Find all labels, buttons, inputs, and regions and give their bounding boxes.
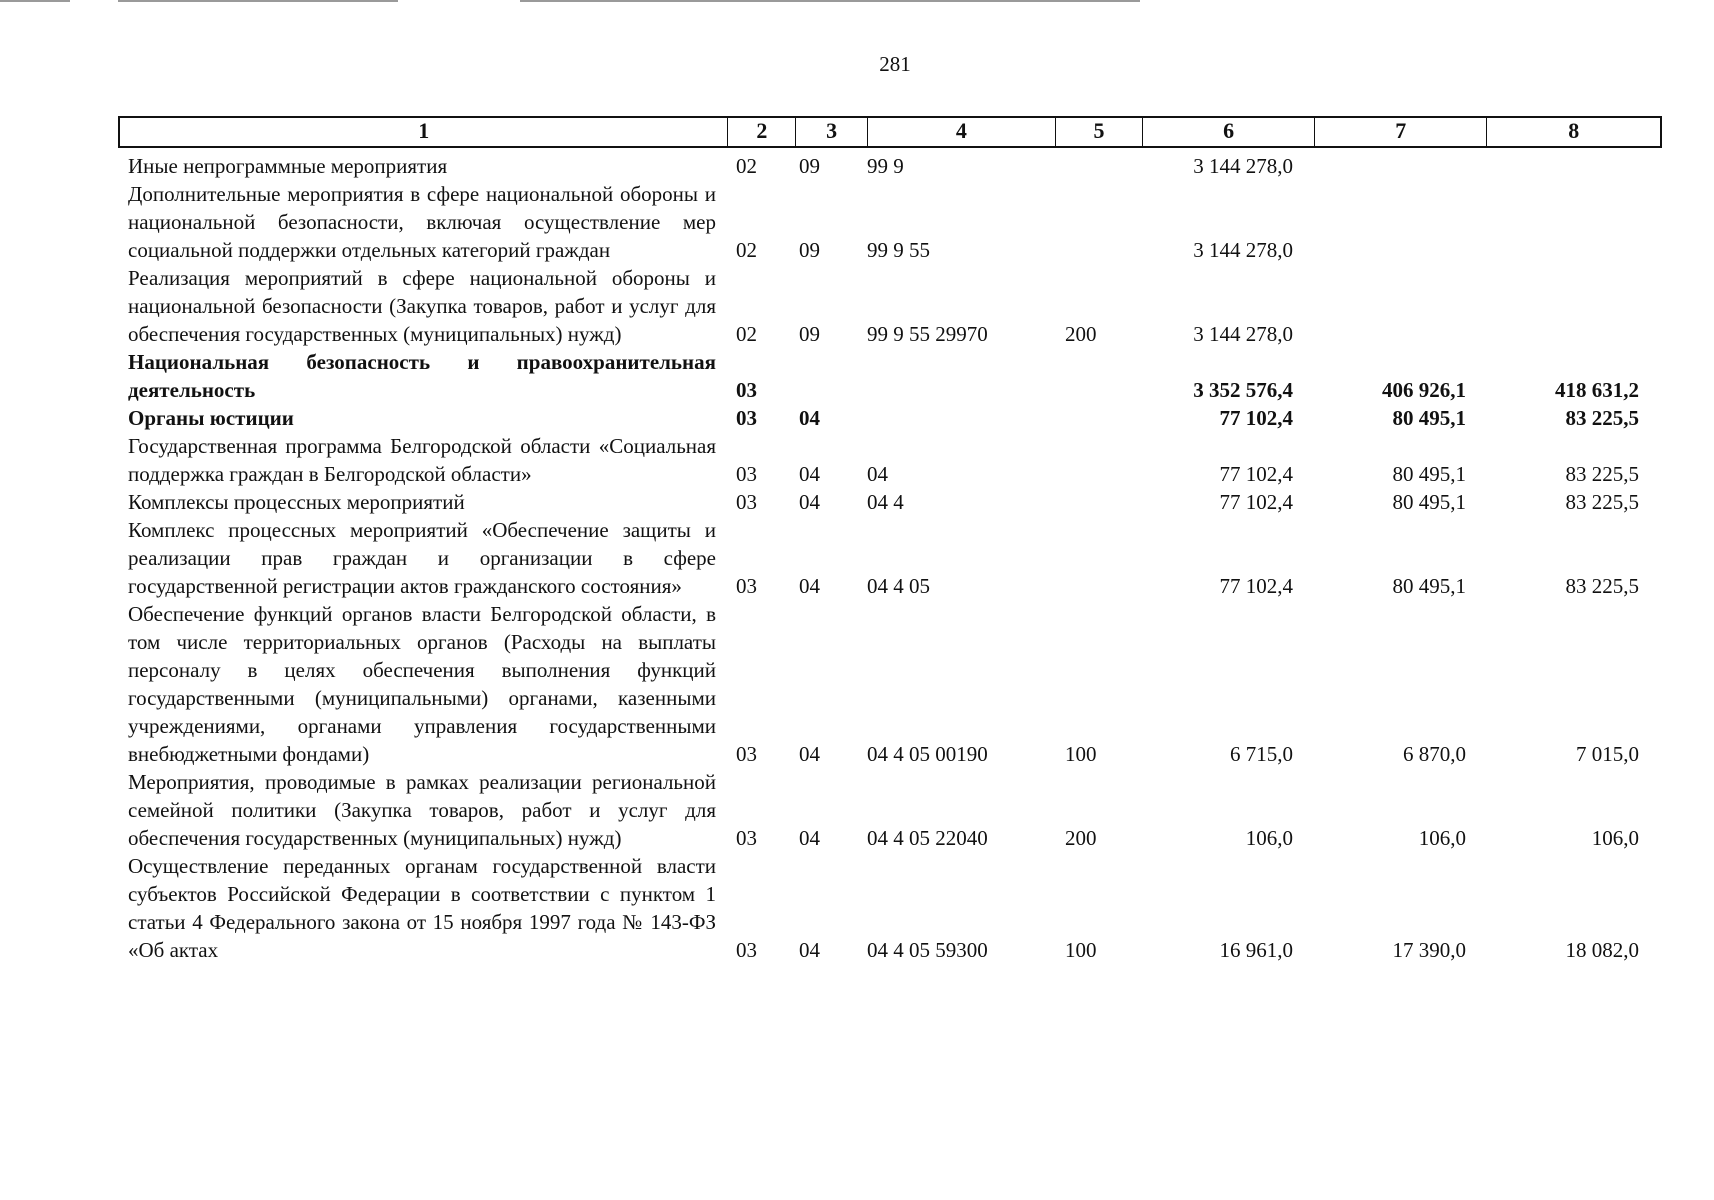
row-name-cell: Иные непрограммные мероприятия [128, 154, 448, 178]
scan-edge-line [0, 0, 70, 2]
subsection-code-cell: 09 [799, 238, 820, 262]
header-col-7: 7 [1315, 118, 1488, 146]
table-row [118, 768, 1662, 852]
table-row [118, 404, 1662, 432]
expense-type-cell: 200 [1065, 322, 1097, 346]
target-article-cell: 99 9 [867, 154, 904, 178]
amount-col-7-cell: 406 926,1 [1382, 378, 1466, 402]
amount-col-8-cell: 83 225,5 [1565, 462, 1639, 486]
amount-col-6-cell: 77 102,4 [1219, 406, 1293, 430]
amount-col-7-cell: 6 870,0 [1403, 742, 1466, 766]
section-code-cell: 02 [736, 238, 757, 262]
amount-col-8-cell: 418 631,2 [1555, 378, 1639, 402]
amount-col-6-cell: 3 144 278,0 [1193, 322, 1293, 346]
subsection-code-cell: 09 [799, 322, 820, 346]
target-article-cell: 04 4 05 00190 [867, 742, 988, 766]
amount-col-7-cell: 80 495,1 [1392, 406, 1466, 430]
row-name-cell: Органы юстиции [128, 406, 294, 430]
target-article-cell: 99 9 55 29970 [867, 322, 988, 346]
amount-col-8-cell: 106,0 [1591, 826, 1639, 850]
header-col-4: 4 [868, 118, 1056, 146]
amount-col-7-cell: 106,0 [1418, 826, 1466, 850]
subsection-code-cell: 04 [799, 490, 820, 514]
row-name-cell: Обеспечение функций органов власти Белгородской области, в том числе территориальных органов (Расходы на выплаты персоналу в целях обеспечения выполнения функций государственными (муниципальными) органами, казенными учреждениями, органами управления государственными внебюджетными фондами) [128, 602, 716, 766]
table-row [118, 488, 1662, 516]
table-row [118, 600, 1662, 768]
section-code-cell: 02 [736, 322, 757, 346]
amount-col-8-cell: 18 082,0 [1565, 938, 1639, 962]
table-row [118, 152, 1662, 180]
row-name-cell: Комплекс процессных мероприятий «Обеспечение защиты и реализации прав граждан и организации в сфере государственной регистрации актов гражданского состояния» [128, 518, 716, 598]
section-code-cell: 03 [736, 574, 757, 598]
row-name-cell: Реализация мероприятий в сфере национальной обороны и национальной безопасности (Закупка товаров, работ и услуг для обеспечения государственных (муниципальных) нужд) [128, 266, 716, 346]
section-code-cell: 03 [736, 490, 757, 514]
amount-col-8-cell: 83 225,5 [1565, 490, 1639, 514]
table-row [118, 348, 1662, 404]
subsection-code-cell: 04 [799, 406, 820, 430]
header-col-8: 8 [1568, 118, 1580, 143]
expense-type-cell: 100 [1065, 938, 1097, 962]
amount-col-6-cell: 6 715,0 [1230, 742, 1293, 766]
section-code-cell: 03 [736, 462, 757, 486]
header-col-3: 3 [796, 118, 868, 146]
amount-col-7-cell: 17 390,0 [1392, 938, 1466, 962]
target-article-cell: 04 4 05 [867, 574, 930, 598]
row-name-cell: Осуществление переданных органам государственной власти субъектов Российской Федерации в соответствии с пунктом 1 статьи 4 Федерального закона от 15 ноября 1997 года № 143-ФЗ «Об актах [128, 854, 716, 962]
target-article-cell: 04 [867, 462, 888, 486]
amount-col-8-cell: 83 225,5 [1565, 574, 1639, 598]
table-body [118, 152, 1662, 964]
header-col-2: 2 [728, 118, 796, 146]
row-name-cell: Дополнительные мероприятия в сфере национальной обороны и национальной безопасности, включая осуществление мер социальной поддержки отдельных категорий граждан [128, 182, 716, 262]
amount-col-6-cell: 3 144 278,0 [1193, 238, 1293, 262]
amount-col-6-cell: 77 102,4 [1219, 490, 1293, 514]
section-code-cell: 03 [736, 938, 757, 962]
subsection-code-cell: 04 [799, 462, 820, 486]
subsection-code-cell: 04 [799, 742, 820, 766]
row-name-cell: Мероприятия, проводимые в рамках реализации региональной семейной политики (Закупка товаров, работ и услуг для обеспечения государственных (муниципальных) нужд) [128, 770, 716, 850]
amount-col-6-cell: 77 102,4 [1219, 574, 1293, 598]
table-row [118, 432, 1662, 488]
subsection-code-cell: 04 [799, 938, 820, 962]
header-col-6: 6 [1143, 118, 1315, 146]
target-article-cell: 04 4 05 22040 [867, 826, 988, 850]
section-code-cell: 03 [736, 826, 757, 850]
amount-col-7-cell: 80 495,1 [1392, 490, 1466, 514]
expense-type-cell: 100 [1065, 742, 1097, 766]
page-number: 281 [879, 52, 911, 76]
header-col-1: 1 [120, 118, 728, 146]
table-header [118, 116, 1662, 148]
subsection-code-cell: 09 [799, 154, 820, 178]
table-row [118, 516, 1662, 600]
amount-col-8-cell: 83 225,5 [1565, 406, 1639, 430]
amount-col-6-cell: 77 102,4 [1219, 462, 1293, 486]
subsection-code-cell: 04 [799, 574, 820, 598]
table-row [118, 180, 1662, 264]
row-name-cell: Государственная программа Белгородской области «Социальная поддержка граждан в Белгородской области» [128, 434, 716, 486]
row-name-cell: Комплексы процессных мероприятий [128, 490, 465, 514]
expense-type-cell: 200 [1065, 826, 1097, 850]
target-article-cell: 99 9 55 [867, 238, 930, 262]
section-code-cell: 03 [736, 378, 757, 402]
scan-edge-line [118, 0, 398, 2]
amount-col-7-cell: 80 495,1 [1392, 462, 1466, 486]
amount-col-6-cell: 106,0 [1245, 826, 1293, 850]
amount-col-6-cell: 3 144 278,0 [1193, 154, 1293, 178]
target-article-cell: 04 4 [867, 490, 904, 514]
amount-col-8-cell: 7 015,0 [1576, 742, 1639, 766]
amount-col-7-cell: 80 495,1 [1392, 574, 1466, 598]
target-article-cell: 04 4 05 59300 [867, 938, 988, 962]
subsection-code-cell: 04 [799, 826, 820, 850]
table-row [118, 264, 1662, 348]
row-name-cell: Национальная безопасность и правоохранительная деятельность [128, 350, 716, 402]
section-code-cell: 03 [736, 742, 757, 766]
section-code-cell: 03 [736, 406, 757, 430]
table-row [118, 852, 1662, 964]
section-code-cell: 02 [736, 154, 757, 178]
header-col-5: 5 [1056, 118, 1144, 146]
amount-col-6-cell: 16 961,0 [1219, 938, 1293, 962]
amount-col-6-cell: 3 352 576,4 [1193, 378, 1293, 402]
scan-edge-line [520, 0, 1140, 2]
